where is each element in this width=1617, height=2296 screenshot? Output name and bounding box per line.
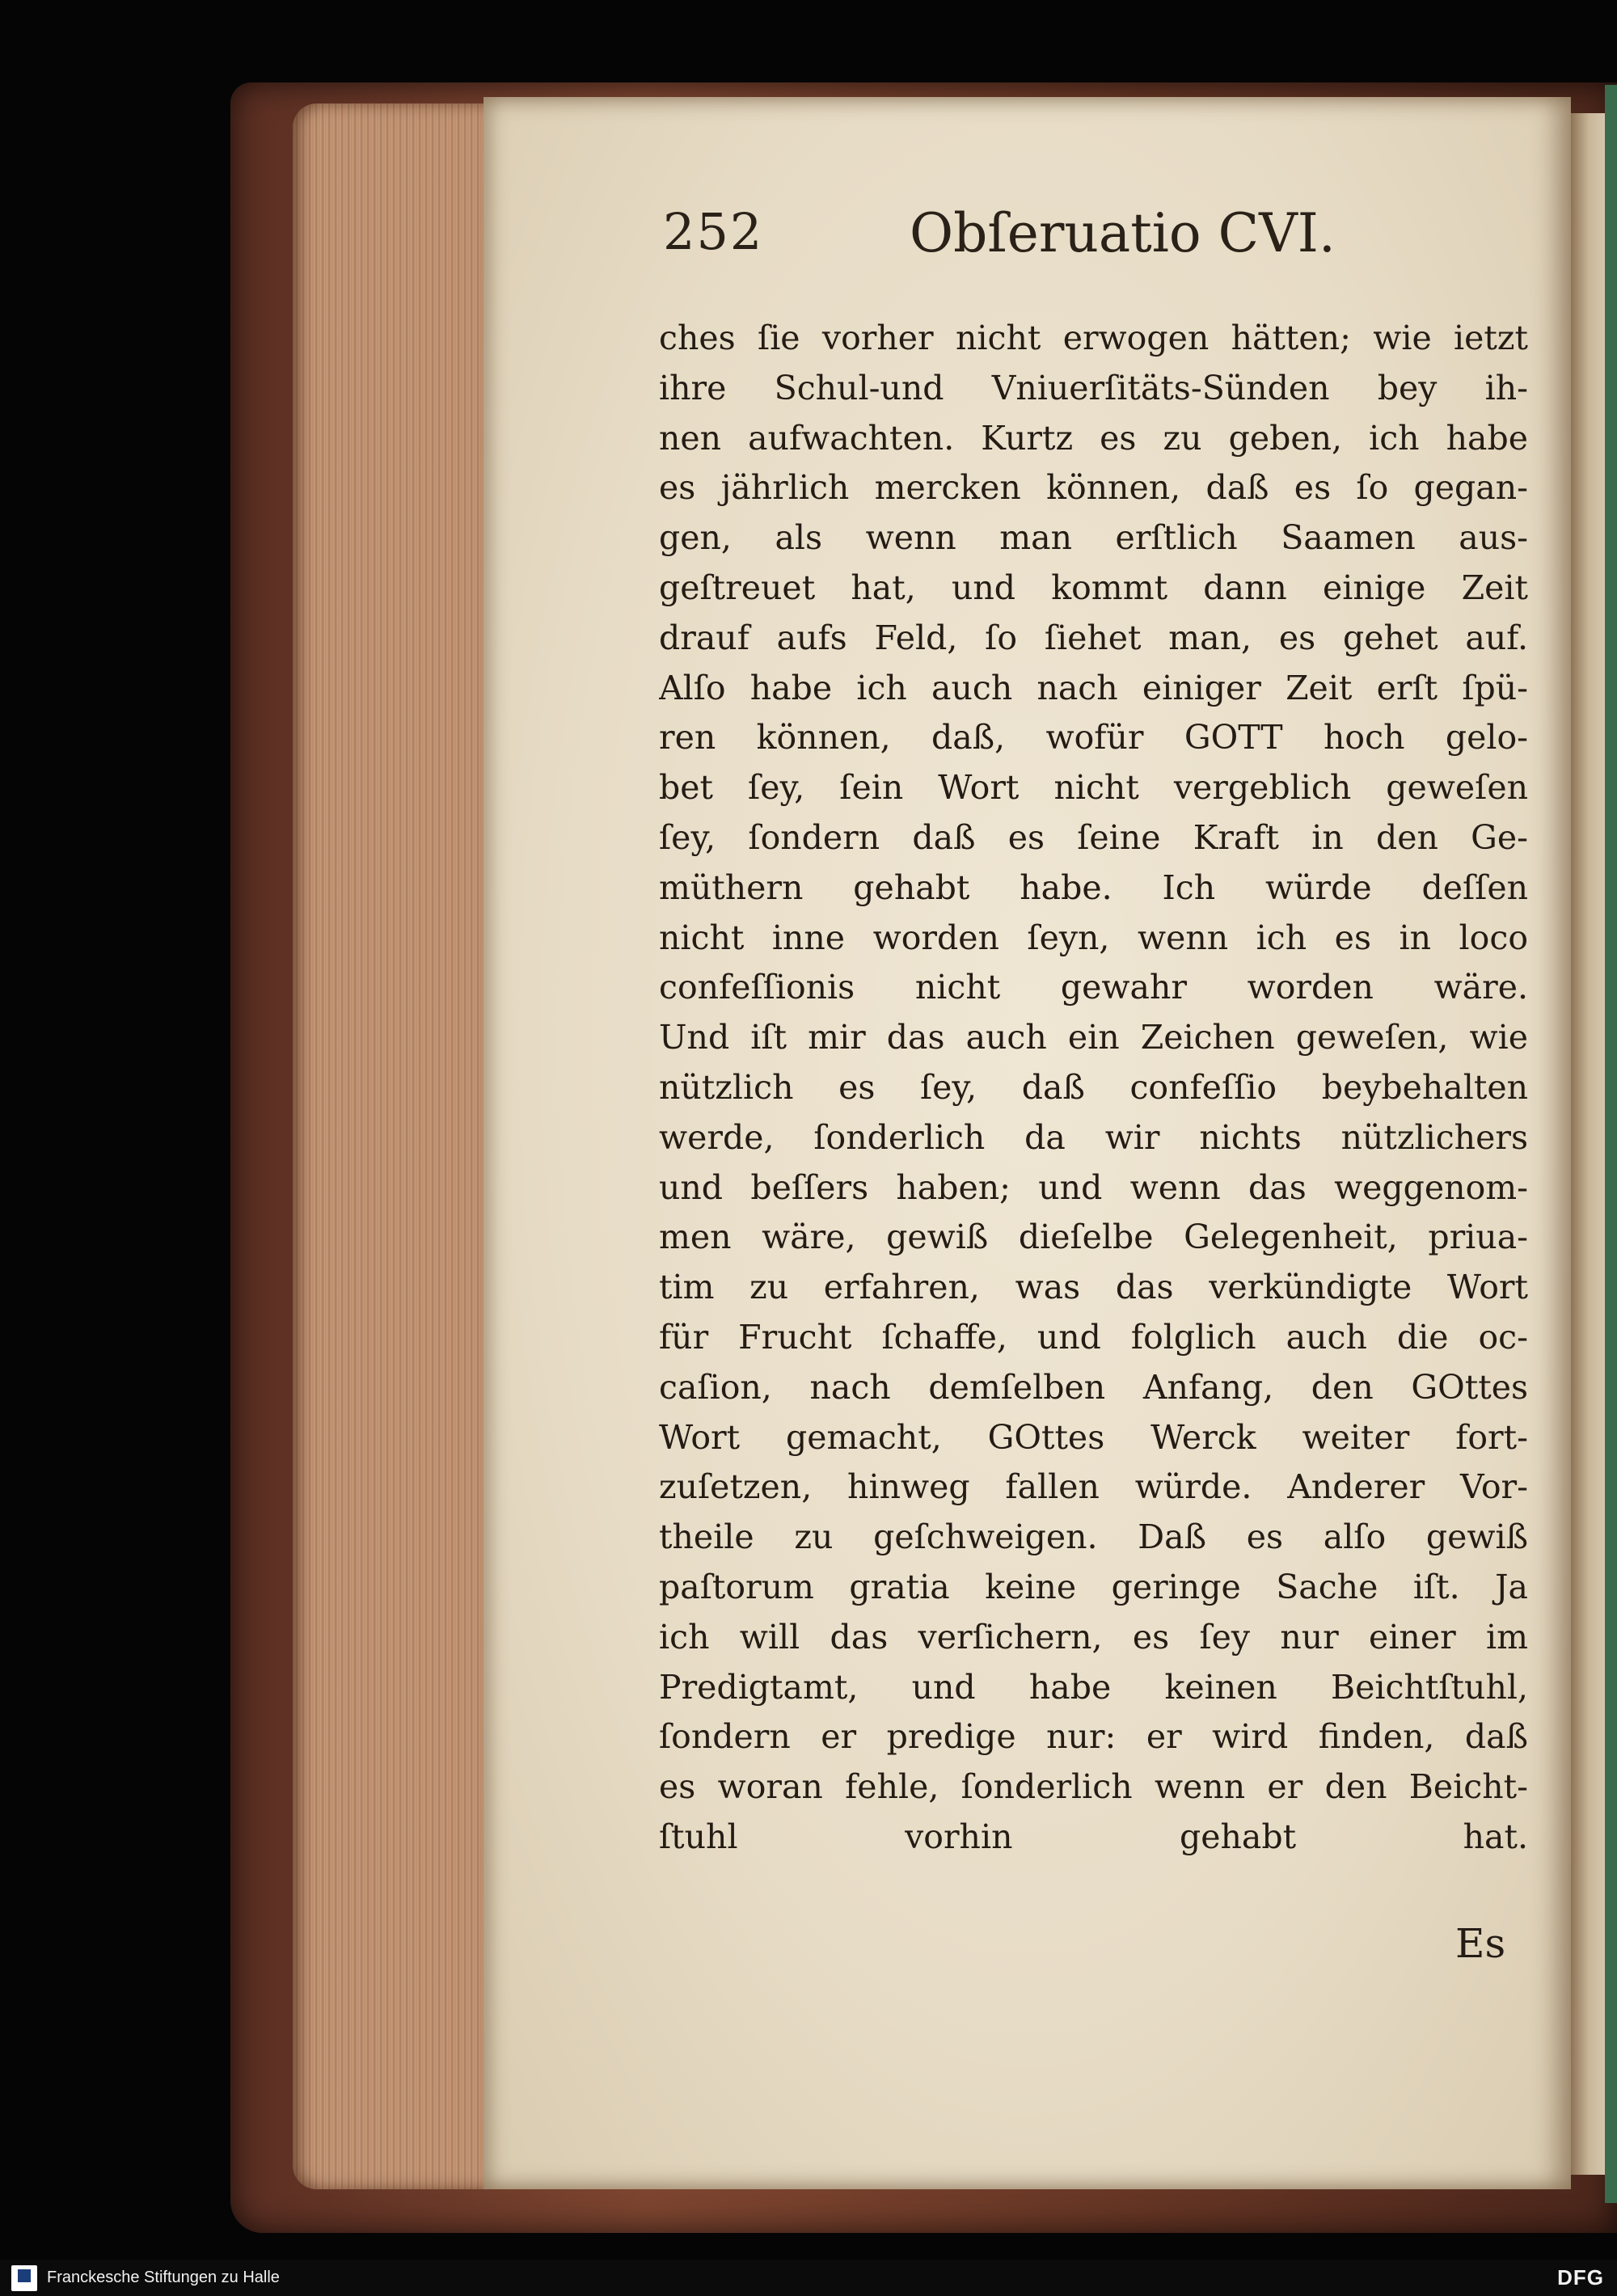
text-line: es jährlich mercken können, daß es ſo gegan- (659, 468, 1528, 508)
text-line: geſtreuet hat, und kommt dann einige Zeit (659, 568, 1528, 607)
footer-institution: Franckesche Stiftungen zu Halle (47, 2269, 280, 2286)
text-line: ſey, ſondern daß es ſeine Kraft in den Ge- (659, 817, 1528, 857)
dfg-logo: DFG (1557, 2265, 1604, 2290)
text-line: Predigtamt, und habe keinen Beichtſtuhl, (659, 1667, 1528, 1707)
text-line: müthern gehabt habe. Ich würde deſſen (659, 867, 1528, 907)
text-line: Alſo habe ich auch nach einiger Zeit erſt ſpü- (659, 668, 1528, 707)
page-edges (293, 103, 487, 2189)
text-line: theile zu geſchweigen. Daß es alſo gewiß (659, 1517, 1528, 1557)
text-line: drauf aufs Feld, ſo ſiehet man, es gehet auf. (659, 618, 1528, 657)
text-line: paſtorum gratia keine geringe Sache iſt. Ja (659, 1567, 1528, 1606)
text-line: ihre Schul-und Vniuerſitäts-Sünden bey ih- (659, 368, 1528, 407)
text-line: werde, ſonderlich da wir nichts nützlichers (659, 1117, 1528, 1157)
text-line: es woran fehle, ſonderlich wenn er den Beicht- (659, 1767, 1528, 1807)
text-line: Wort gemacht, GOttes Werck weiter fort- (659, 1417, 1528, 1457)
text-line: für Frucht ſchaffe, und folglich auch die oc- (659, 1317, 1528, 1357)
text-line: nen aufwachten. Kurtz es zu geben, ich habe (659, 418, 1528, 458)
institution-logo-icon (11, 2265, 37, 2291)
text-line: gen, als wenn man erſtlich Saamen aus- (659, 518, 1528, 558)
text-line: bet ſey, ſein Wort nicht vergeblich geweſen (659, 768, 1528, 808)
body-text (659, 314, 1528, 1863)
text-line: confeſſionis nicht gewahr worden wäre. (659, 968, 1528, 1007)
text-line: caſion, nach demſelben Anfang, den GOttes (659, 1367, 1528, 1407)
text-line: ich will das verſichern, es ſey nur einer im (659, 1617, 1528, 1657)
page-number: 252 (663, 202, 764, 261)
text-line: nützlich es ſey, daß confeſſio beybehalten (659, 1067, 1528, 1107)
text-line: und beſſers haben; und wenn das weggenom- (659, 1167, 1528, 1207)
text-line: Und iſt mir das auch ein Zeichen geweſen, wie (659, 1018, 1528, 1057)
running-head: Obſeruatio CVI. (910, 202, 1336, 264)
text-line: ſondern er predige nur: er wird finden, daß (659, 1717, 1528, 1757)
text-line: men wäre, gewiß dieſelbe Gelegenheit, priua- (659, 1218, 1528, 1257)
text-line: ches ſie vorher nicht erwogen hätten; wie ietzt (659, 319, 1528, 357)
text-line: ren können, daß, wofür GOTT hoch gelo- (659, 718, 1528, 758)
page-header (663, 202, 1512, 275)
text-line: nicht inne worden ſeyn, wenn ich es in loco (659, 918, 1528, 957)
facing-page-edge (1605, 85, 1617, 2203)
text-line: ſtuhl vorhin gehabt hat. (659, 1817, 1528, 1856)
text-line: tim zu erfahren, was das verkündigte Wort (659, 1268, 1528, 1307)
text-line: zuſetzen, hinweg fallen würde. Anderer Vor- (659, 1467, 1528, 1507)
catchword: Es (1455, 1920, 1506, 1967)
